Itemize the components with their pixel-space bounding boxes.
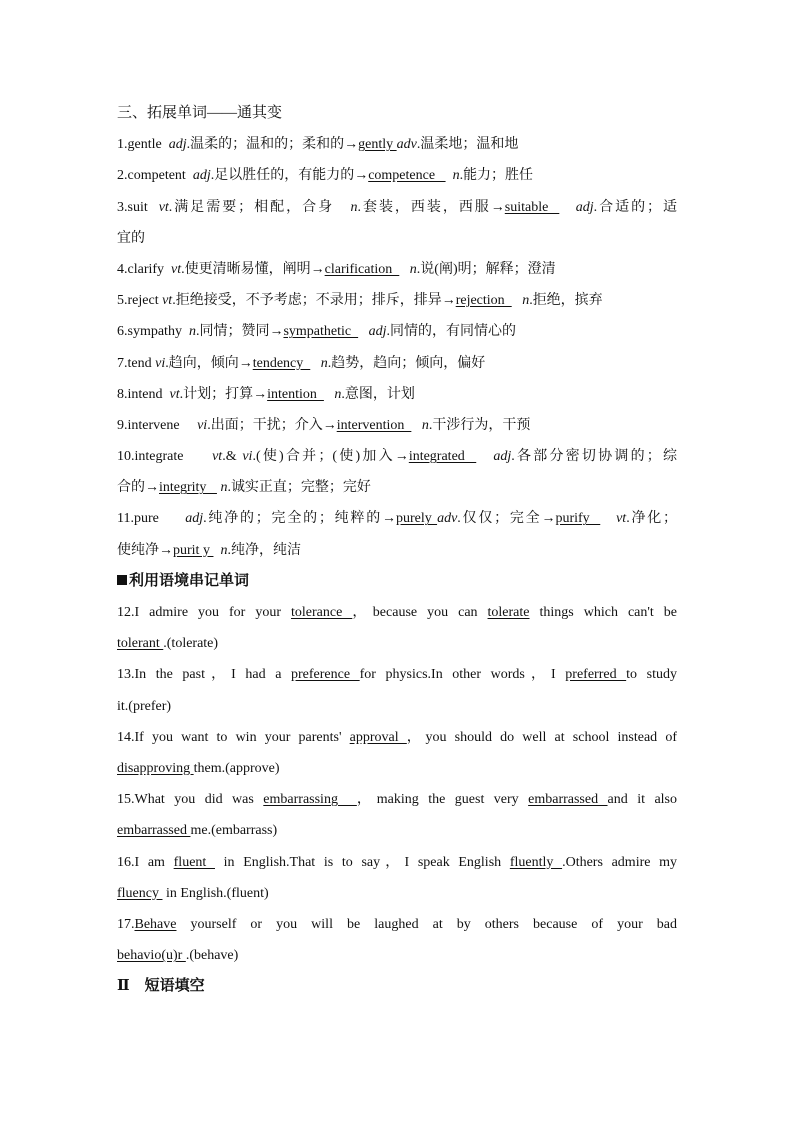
text-segment: .趋势，趋向；倾向，偏好 bbox=[327, 355, 486, 371]
text-segment: .计划；打算→ bbox=[179, 386, 268, 402]
part-of-speech: adj bbox=[575, 199, 594, 215]
text-segment: 7.tend bbox=[117, 355, 156, 371]
text-line bbox=[117, 348, 677, 379]
part-of-speech: adj bbox=[368, 324, 387, 340]
part-of-speech: n bbox=[320, 355, 328, 371]
text-segment: 17. bbox=[117, 916, 135, 932]
answer-blank: clarification bbox=[324, 261, 400, 277]
answer-blank: integrated bbox=[408, 449, 477, 465]
text-segment: .同情的，有同情心的 bbox=[386, 324, 516, 340]
text-line bbox=[117, 254, 677, 285]
text-segment: .各部分密切协调的；综 bbox=[511, 449, 677, 465]
text-segment: .仅仅；完全→ bbox=[457, 511, 556, 527]
text-segment bbox=[358, 324, 369, 339]
text-line bbox=[117, 223, 677, 254]
text-segment: .干涉行为，干预 bbox=[428, 417, 531, 433]
text-line bbox=[117, 753, 677, 784]
part-of-speech: adj bbox=[168, 137, 187, 153]
part-of-speech: adv bbox=[396, 137, 417, 153]
text-segment: .趋向，倾向→ bbox=[165, 355, 253, 371]
vocab-item bbox=[117, 441, 677, 503]
part-of-speech: adv bbox=[437, 511, 458, 527]
answer-blank: suitable bbox=[504, 199, 560, 215]
text-segment: .纯净，纯洁 bbox=[227, 542, 301, 558]
part-of-speech: adj bbox=[493, 449, 512, 465]
text-segment bbox=[600, 511, 616, 526]
text-segment: and it also bbox=[607, 792, 677, 808]
text-segment: .同情；赞同→ bbox=[195, 324, 284, 340]
answer-blank: Behave bbox=[134, 916, 177, 932]
text-segment: .合适的；适 bbox=[593, 199, 677, 215]
sentence-item bbox=[117, 909, 677, 971]
part-of-speech: vt bbox=[212, 449, 223, 465]
answer-blank: intention bbox=[267, 386, 324, 402]
answer-blank: preferred bbox=[565, 667, 627, 683]
text-segment: 6.sympathy bbox=[117, 324, 189, 340]
text-segment: 14.If you want to win your parents' bbox=[117, 729, 350, 745]
answer-blank: fluency bbox=[117, 885, 163, 901]
answer-blank: preference bbox=[291, 667, 360, 683]
part-of-speech: n bbox=[350, 199, 358, 215]
text-segment: .意图，计划 bbox=[341, 386, 415, 402]
text-segment bbox=[411, 418, 422, 433]
text-segment: .(使)合并；(使)加入→ bbox=[252, 449, 409, 465]
vocab-item bbox=[117, 129, 677, 160]
part-of-speech: n bbox=[409, 261, 417, 277]
text-line bbox=[117, 410, 677, 441]
part-of-speech: vi bbox=[242, 449, 253, 465]
text-segment bbox=[446, 168, 453, 183]
text-line bbox=[117, 940, 677, 971]
document-page bbox=[117, 98, 677, 1002]
answer-blank: gently bbox=[358, 137, 397, 153]
text-line bbox=[117, 784, 677, 815]
text-segment: .(behave) bbox=[185, 948, 239, 964]
text-line bbox=[117, 722, 677, 753]
text-segment bbox=[559, 200, 575, 215]
answer-blank: approval bbox=[349, 729, 407, 745]
vocab-item bbox=[117, 254, 677, 285]
part-of-speech: vt bbox=[162, 293, 173, 309]
vocab-item bbox=[117, 348, 677, 379]
text-segment bbox=[324, 387, 335, 402]
answer-blank: behavio(u)r bbox=[117, 948, 186, 964]
text-segment: .说(阐)明；解释；澄清 bbox=[416, 261, 556, 277]
text-segment: 宜的 bbox=[117, 230, 145, 246]
text-segment: 1.gentle bbox=[117, 137, 169, 153]
part-of-speech: vt bbox=[171, 261, 182, 277]
part-of-speech: adj bbox=[192, 168, 211, 184]
text-segment: .能力；胜任 bbox=[459, 168, 534, 184]
text-segment: .拒绝，摈弃 bbox=[529, 293, 603, 309]
black-square-icon bbox=[117, 575, 127, 585]
vocab-item bbox=[117, 410, 677, 441]
section-heading-context-words bbox=[117, 566, 677, 597]
sentence-item bbox=[117, 847, 677, 909]
text-segment: 13.In the past，I had a bbox=[117, 667, 291, 683]
text-segment: to study bbox=[626, 667, 677, 683]
text-line bbox=[117, 815, 677, 846]
part-of-speech: n bbox=[220, 542, 228, 558]
text-line bbox=[117, 129, 677, 160]
text-segment: .温柔的；温和的；柔和的→ bbox=[186, 137, 359, 153]
text-segment: them.(approve) bbox=[193, 760, 280, 776]
text-line bbox=[117, 379, 677, 410]
text-segment: 使纯净→ bbox=[117, 542, 173, 558]
answer-blank: fluently bbox=[509, 854, 563, 870]
text-line bbox=[117, 878, 677, 909]
text-segment: in English.(fluent) bbox=[162, 885, 269, 901]
part-of-speech: n bbox=[220, 480, 228, 496]
text-segment: .套装，西装，西服→ bbox=[357, 199, 505, 215]
text-segment: .足以胜任的，有能力的→ bbox=[210, 168, 369, 184]
answer-blank: rejection bbox=[455, 293, 512, 309]
part-of-speech: vi bbox=[155, 355, 166, 371]
section-heading-phrase-fill: Ⅱ 短语填空 bbox=[117, 978, 205, 995]
text-segment bbox=[476, 449, 493, 464]
text-segment: ，because you can bbox=[352, 605, 488, 620]
answer-blank: fluent bbox=[173, 854, 215, 870]
text-segment: 3.suit bbox=[117, 199, 159, 215]
vocab-item bbox=[117, 160, 677, 191]
part-of-speech: vt bbox=[616, 511, 627, 527]
answer-blank: sympathetic bbox=[283, 324, 359, 340]
text-segment: .(tolerate) bbox=[163, 636, 219, 652]
part-of-speech: n bbox=[522, 293, 530, 309]
text-line bbox=[117, 192, 677, 223]
text-segment: 4.clarify bbox=[117, 261, 172, 277]
text-segment: 11.pure bbox=[117, 511, 186, 527]
answer-blank: purify bbox=[555, 511, 601, 527]
text-segment: .拒绝接受，不予考虑；不录用；排斥，排异→ bbox=[172, 293, 456, 309]
text-segment: 合的→ bbox=[117, 480, 159, 496]
part-of-speech: vt bbox=[169, 386, 180, 402]
text-segment: 16.I am bbox=[117, 854, 174, 870]
text-segment bbox=[399, 262, 410, 277]
text-line bbox=[117, 628, 677, 659]
answer-blank: tolerant bbox=[117, 636, 164, 652]
text-line bbox=[117, 441, 677, 472]
answer-blank: embarrassed bbox=[117, 823, 191, 839]
text-segment: me.(embarrass) bbox=[190, 823, 278, 839]
text-segment: in English.That is to say，I speak English bbox=[214, 854, 510, 870]
text-segment: 10.integrate bbox=[117, 449, 213, 465]
text-segment: 9.intervene bbox=[117, 417, 198, 433]
answer-blank: competence bbox=[368, 168, 446, 184]
answer-blank: intervention bbox=[336, 417, 412, 433]
answer-blank: tolerate bbox=[487, 605, 530, 620]
sentence-item bbox=[117, 597, 677, 659]
text-line bbox=[117, 597, 677, 628]
part-of-speech: adj bbox=[185, 511, 204, 527]
answer-blank: purely bbox=[396, 511, 438, 527]
text-segment: .Others admire my bbox=[562, 854, 677, 870]
sentence-item bbox=[117, 784, 677, 846]
part-of-speech: n bbox=[452, 168, 460, 184]
text-segment: .诚实正直；完整；完好 bbox=[227, 480, 371, 496]
part-of-speech: n bbox=[421, 417, 429, 433]
vocab-item bbox=[117, 316, 677, 347]
part-of-speech: n bbox=[188, 324, 196, 340]
vocab-item bbox=[117, 192, 677, 254]
text-line bbox=[117, 909, 677, 940]
text-segment: .温柔地；温和地 bbox=[416, 137, 519, 153]
text-segment: .满足需要；相配，合身 bbox=[168, 199, 351, 215]
text-segment: 5.reject bbox=[117, 293, 163, 309]
text-segment: .纯净的；完全的；纯粹的→ bbox=[203, 511, 397, 527]
text-segment: yourself or you will be laughed at by others because of your bad bbox=[176, 916, 677, 932]
text-segment: ，making the guest very bbox=[356, 792, 529, 808]
text-segment: it.(prefer) bbox=[117, 698, 172, 714]
text-segment: .使更清晰易懂，阐明→ bbox=[181, 261, 325, 277]
text-line bbox=[117, 847, 677, 878]
text-line bbox=[117, 316, 677, 347]
text-line bbox=[117, 535, 677, 566]
text-segment: .& bbox=[222, 449, 243, 465]
text-segment: .净化； bbox=[626, 511, 677, 527]
sentence-item bbox=[117, 722, 677, 784]
answer-blank: disapproving bbox=[117, 760, 194, 776]
text-segment: 15.What you did was bbox=[117, 792, 264, 808]
answer-blank: embarrassed bbox=[528, 792, 608, 808]
text-line bbox=[117, 472, 677, 503]
text-segment: for physics.In other words，I bbox=[359, 667, 566, 683]
text-segment: 12.I admire you for your bbox=[117, 605, 292, 620]
answer-blank: embarrassing bbox=[263, 792, 357, 808]
vocab-item bbox=[117, 379, 677, 410]
text-line bbox=[117, 160, 677, 191]
answer-blank: purit y bbox=[173, 542, 214, 558]
part-of-speech: n bbox=[334, 386, 342, 402]
part-of-speech: vi bbox=[197, 417, 208, 433]
answer-blank: tolerance bbox=[291, 605, 353, 620]
answer-blank: tendency bbox=[252, 355, 311, 371]
vocab-item bbox=[117, 285, 677, 316]
text-segment bbox=[512, 293, 523, 308]
text-segment: .出面；干扰；介入→ bbox=[207, 417, 337, 433]
context-sentence-list bbox=[117, 597, 677, 971]
answer-blank: integrity bbox=[159, 480, 217, 496]
text-segment: ，you should do well at school instead of bbox=[406, 729, 677, 745]
section-heading-expand-words: 三、拓展单词——通其变 bbox=[117, 105, 283, 121]
sentence-item bbox=[117, 659, 677, 721]
text-line bbox=[117, 285, 677, 316]
text-line bbox=[117, 503, 677, 534]
part-of-speech: vt bbox=[158, 199, 169, 215]
section-heading-text: 利用语境串记单词 bbox=[129, 572, 250, 589]
expand-word-list bbox=[117, 129, 677, 566]
text-segment: 2.competent bbox=[117, 168, 193, 184]
vocab-item bbox=[117, 503, 677, 565]
text-segment: 8.intend bbox=[117, 386, 170, 402]
text-line bbox=[117, 691, 677, 722]
text-segment bbox=[310, 356, 321, 371]
text-line bbox=[117, 659, 677, 690]
text-segment: things which can't be bbox=[529, 605, 677, 620]
